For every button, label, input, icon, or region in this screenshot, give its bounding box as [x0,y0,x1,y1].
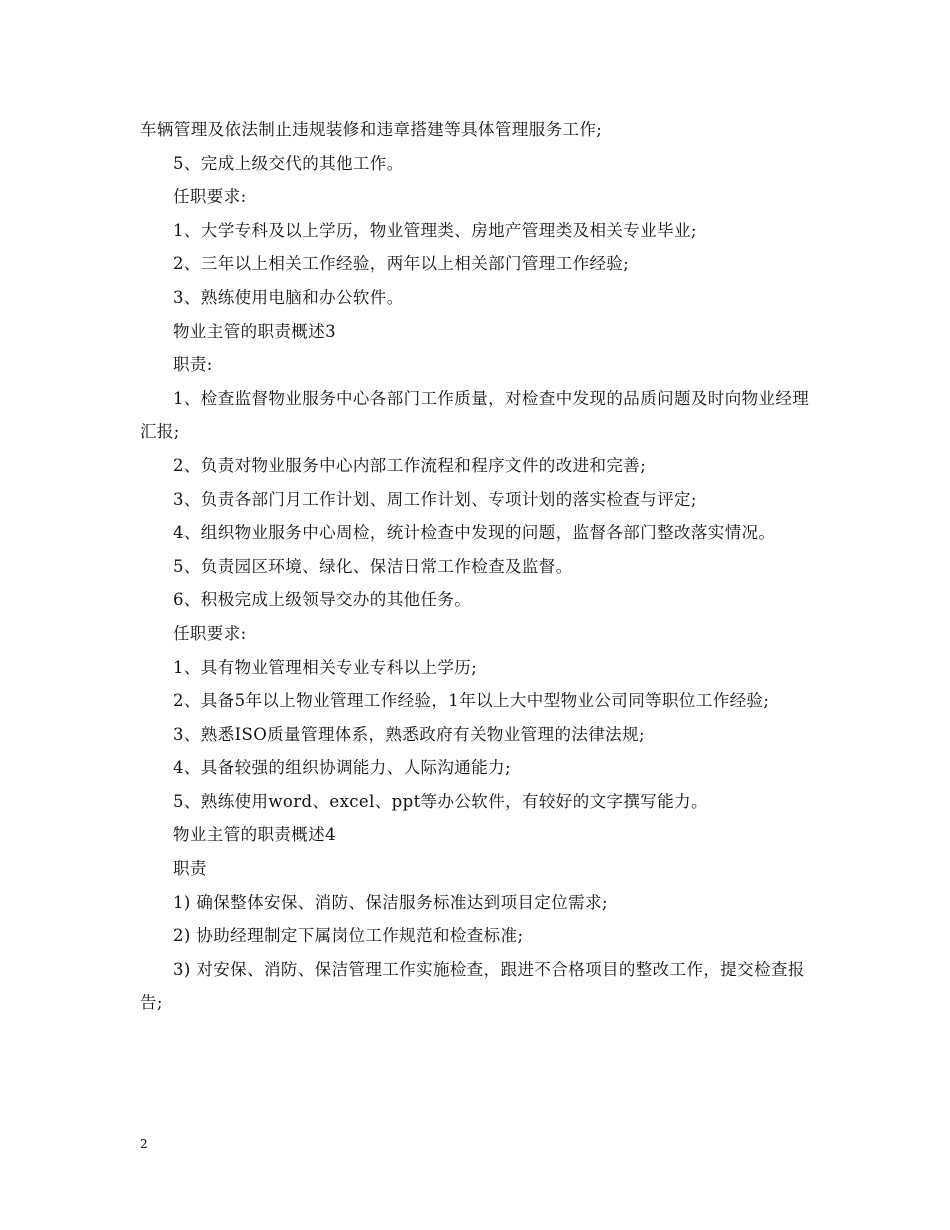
paragraph: 6、积极完成上级领导交办的其他任务。 [173,590,472,610]
paragraph: 3、熟悉ISO质量管理体系，熟悉政府有关物业管理的法律法规; [173,724,645,744]
paragraph: 4、组织物业服务中心周检，统计检查中发现的问题，监督各部门整改落实情况。 [173,523,776,543]
paragraph: 职责 [173,859,207,879]
paragraph: 1、大学专科及以上学历，物业管理类、房地产管理类及相关专业毕业; [173,220,697,240]
paragraph: 物业主管的职责概述4 [173,825,336,845]
paragraph: 2、三年以上相关工作经验，两年以上相关部门管理工作经验; [173,254,630,274]
paragraph: 职责: [173,355,213,375]
paragraph: 5、完成上级交代的其他工作。 [173,153,404,173]
paragraph: 1、具有物业管理相关专业专科以上学历; [173,657,478,677]
document-body [140,113,812,1020]
paragraph: 2、具备5年以上物业管理工作经验，1年以上大中型物业公司同等职位工作经验; [173,691,770,711]
paragraph: 物业主管的职责概述3 [173,321,336,341]
paragraph: 任职要求: [173,187,247,207]
page-number: 2 [140,1137,148,1151]
paragraph: 5、负责园区环境、绿化、保洁日常工作检查及监督。 [173,556,573,576]
paragraph: 5、熟练使用word、excel、ppt等办公软件，有较好的文字撰写能力。 [173,791,708,811]
paragraph: 任职要求: [173,623,247,643]
paragraph: 3、熟练使用电脑和办公软件。 [173,287,404,307]
paragraph: 2、负责对物业服务中心内部工作流程和程序文件的改进和完善; [173,455,647,475]
paragraph: 1) 确保整体安保、消防、保洁服务标准达到项目定位需求; [173,892,608,912]
paragraph: 4、具备较强的组织协调能力、人际沟通能力; [173,758,511,778]
paragraph: 3、负责各部门月工作计划、周工作计划、专项计划的落实检查与评定; [173,489,697,509]
paragraph: 车辆管理及依法制止违规装修和违章搭建等具体管理服务工作; [140,120,603,139]
paragraph: 2) 协助经理制定下属岗位工作规范和检查标准; [173,926,524,946]
paragraph: 3) 对安保、消防、保洁管理工作实施检查，跟进不合格项目的整改工作，提交检查报告; [140,959,805,1013]
paragraph: 1、检查监督物业服务中心各部门工作质量，对检查中发现的品质问题及时向物业经理汇报; [140,388,810,442]
